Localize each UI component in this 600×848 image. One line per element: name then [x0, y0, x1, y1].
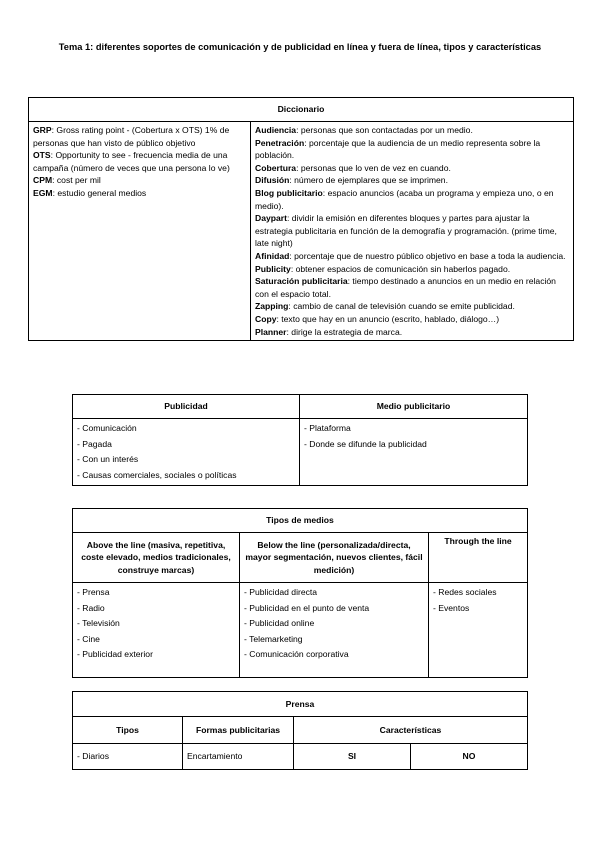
formas-publicitarias-column-header: Formas publicitarias [183, 717, 294, 744]
definition-item: Blog publicitario: espacio anuncios (acaba un programa y empieza uno, o en medio). [255, 187, 554, 211]
definition-item: Copy: texto que hay en un anuncio (escrito, hablado, diálogo…) [255, 313, 500, 324]
definition-item: Saturación publicitaria: tiempo destinado a anuncios en un medio en relación con el espacio total. [255, 276, 556, 299]
table-cell: Encartamiento [183, 744, 294, 770]
tipos-de-medios-table [72, 508, 528, 678]
definition-item: Publicity: obtener espacios de comunicación sin haberlos pagado. [255, 263, 511, 274]
definition-item: Afinidad: porcentaje que de nuestro público objetivo en base a toda la audiencia. [255, 250, 566, 261]
definition-item: Audiencia: personas que son contactadas por un medio. [255, 125, 473, 135]
diccionario-right-column [251, 122, 574, 341]
list-item: - Redes sociales [433, 587, 497, 597]
list-item: - Con un interés [77, 454, 139, 465]
list-item: - Publicidad directa [244, 587, 318, 597]
list-item: - Plataforma [304, 423, 351, 433]
table-cell: SI [294, 744, 411, 770]
list-item: - Pagada [77, 438, 112, 449]
prensa-table [72, 691, 528, 770]
list-item: - Comunicación [77, 423, 137, 433]
list-item: - Comunicación corporativa [244, 649, 349, 660]
caracteristicas-column-header: Características [294, 717, 528, 744]
table-row [73, 744, 528, 770]
definition-item: Zapping: cambio de canal de televisión cuando se emite publicidad. [255, 301, 515, 312]
list-item: - Radio [77, 602, 105, 613]
table-cell: NO [411, 744, 528, 770]
diccionario-header: Diccionario [29, 98, 574, 122]
definition-item: Cobertura: personas que lo ven de vez en cuando. [255, 162, 451, 173]
list-item: - Donde se difunde la publicidad [304, 438, 427, 449]
definition-item: GRP: Gross rating point - (Cobertura x OTS) 1% de personas que han visto de público objetivo [33, 125, 230, 148]
tipos-de-medios-header: Tipos de medios [73, 509, 528, 533]
definition-item: Daypart: dividir la emisión en diferentes bloques y partes para ajustar la estrategia publicitaria en función de la demografía y programación. (prime time, late night) [255, 213, 557, 249]
page-title: Tema 1: diferentes soportes de comunicación y de publicidad en línea y fuera de línea, tipos y características [58, 42, 542, 52]
below-the-line-list [240, 583, 429, 678]
above-the-line-header: Above the line (masiva, repetitiva, coste elevado, medios tradicionales, construye marcas) [73, 533, 240, 583]
publicidad-table [72, 394, 528, 486]
through-the-line-header: Through the line [429, 533, 528, 583]
list-item: - Eventos [433, 602, 470, 613]
list-item: - Causas comerciales, sociales o políticas [77, 469, 237, 480]
above-the-line-list [73, 583, 240, 678]
diccionario-table [28, 97, 574, 341]
list-item: - Televisión [77, 618, 120, 629]
definition-item: Planner: dirige la estrategia de marca. [255, 326, 403, 337]
list-item: - Cine [77, 633, 100, 644]
list-item: - Prensa [77, 587, 110, 597]
publicidad-list [73, 419, 300, 486]
definition-item: EGM: estudio general medios [33, 187, 147, 198]
list-item: - Telemarketing [244, 633, 303, 644]
table-cell: - Diarios [73, 744, 183, 770]
tipos-column-header: Tipos [73, 717, 183, 744]
prensa-header: Prensa [73, 692, 528, 717]
definition-item: OTS: Opportunity to see - frecuencia media de una campaña (número de veces que una persona lo ve) [33, 150, 230, 173]
diccionario-left-column [29, 122, 251, 341]
list-item: - Publicidad en el punto de venta [244, 602, 370, 613]
list-item: - Publicidad online [244, 618, 315, 629]
definition-item: Penetración: porcentaje que la audiencia de un medio representa sobre la población. [255, 137, 541, 161]
through-the-line-list [429, 583, 528, 678]
below-the-line-header: Below the line (personalizada/directa, mayor segmentación, nuevos clientes, fácil medición) [240, 533, 429, 583]
medio-publicitario-list [300, 419, 528, 486]
list-item: - Publicidad exterior [77, 649, 153, 660]
definition-item: Difusión: número de ejemplares que se imprimen. [255, 175, 448, 186]
medio-publicitario-header: Medio publicitario [300, 395, 528, 419]
definition-item: CPM: cost per mil [33, 175, 101, 186]
publicidad-header: Publicidad [73, 395, 300, 419]
